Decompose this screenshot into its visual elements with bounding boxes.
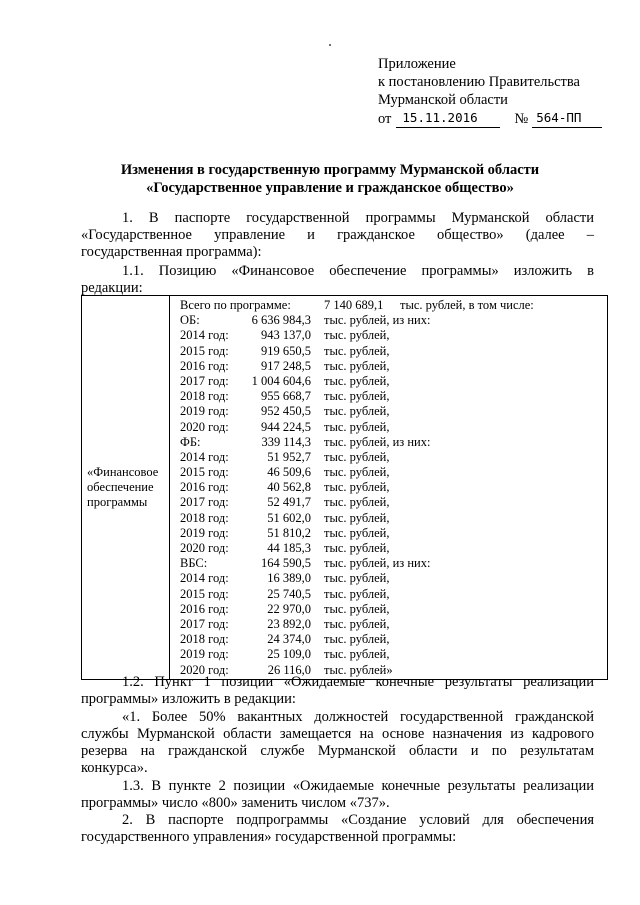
quote-paragraph xyxy=(81,709,594,777)
financing-row xyxy=(180,435,607,450)
row-unit: тыс. рублей, xyxy=(324,389,390,404)
financing-row xyxy=(180,541,607,556)
row-value: 44 185,3 xyxy=(267,541,311,555)
row-label: 2018 год: xyxy=(180,632,229,647)
row-unit: тыс. рублей, xyxy=(324,571,390,586)
row-label: 2018 год: xyxy=(180,510,229,525)
item-1 xyxy=(81,210,594,261)
number-prefix: № xyxy=(514,111,529,127)
row-value: 339 114,3 xyxy=(261,434,311,449)
row-unit: тыс. рублей, xyxy=(324,601,390,616)
quote-line-4: конкурса». xyxy=(81,760,148,776)
row-label: 2015 год: xyxy=(180,586,229,601)
row-value: 16 389,0 xyxy=(267,571,311,586)
financing-row xyxy=(180,450,607,465)
row-unit: тыс. рублей, xyxy=(324,525,390,540)
item-1-3-line-2: программы» число «800» заменить числом «737». xyxy=(81,795,390,811)
row-label: 2020 год: xyxy=(180,541,229,555)
row-unit: тыс. рублей, xyxy=(324,616,390,631)
row-value: 6 636 984,3 xyxy=(251,313,311,328)
row-value: 917 248,5 xyxy=(261,358,311,373)
row-unit: тыс. рублей, xyxy=(324,647,390,662)
financing-row xyxy=(180,556,607,571)
item-1-1-line-1: 1.1. Позицию «Финансовое обеспечение программы» изложить в xyxy=(122,263,594,279)
row-label: 2019 год: xyxy=(180,647,229,662)
row-label: 2014 год: xyxy=(180,328,229,343)
row-unit: тыс. рублей, xyxy=(324,343,390,358)
appendix-line-2: к постановлению Правительства xyxy=(378,74,580,90)
financing-row xyxy=(180,389,607,404)
row-value: 944 224,5 xyxy=(261,419,311,434)
row-unit: тыс. рублей, из них: xyxy=(324,313,431,328)
row-unit: тыс. рублей, xyxy=(324,480,390,495)
item-1-3-line-1: 1.3. В пункте 2 позиции «Ожидаемые конечные результаты реализации xyxy=(122,778,594,794)
financing-row xyxy=(180,420,607,435)
financing-row xyxy=(180,359,607,374)
appendix-line-1: Приложение xyxy=(378,56,456,72)
row-value: 23 892,0 xyxy=(267,616,311,631)
item-2-line-1: 2. В паспорте подпрограммы «Создание условий для обеспечения xyxy=(122,812,594,828)
financing-row xyxy=(180,404,607,419)
title-line-1: Изменения в государственную программу Мурманской области xyxy=(120,162,540,178)
row-label: 2014 год: xyxy=(180,571,229,586)
row-value: 919 650,5 xyxy=(261,343,311,358)
row-unit: тыс. рублей, xyxy=(324,404,390,419)
row-value: 51 810,2 xyxy=(267,525,311,540)
financing-row xyxy=(180,374,607,389)
document-title xyxy=(60,161,600,197)
row-label: 2019 год: xyxy=(180,404,229,419)
row-label: 2016 год: xyxy=(180,480,229,495)
row-unit: тыс. рублей, xyxy=(324,328,390,343)
scan-dot xyxy=(329,44,331,46)
row-label: 2020 год: xyxy=(180,419,229,434)
row-unit: тыс. рублей, xyxy=(324,465,390,480)
row-unit: тыс. рублей, xyxy=(324,373,390,388)
financing-row xyxy=(180,344,607,359)
quote-line-3: резерва на гражданской службе Мурманской области и по результатам xyxy=(81,743,594,759)
item-1-2-line-1: 1.2. Пункт 1 позиции «Ожидаемые конечные результаты реализации xyxy=(122,674,594,690)
row-label: 2015 год: xyxy=(180,343,229,358)
row-label: ВБС: xyxy=(180,556,208,571)
financing-content xyxy=(170,296,608,680)
row-unit: тыс. рублей, xyxy=(324,541,390,555)
row-label: 2015 год: xyxy=(180,465,229,480)
row-unit: тыс. рублей, xyxy=(324,586,390,601)
row-unit: тыс. рублей, из них: xyxy=(324,556,431,571)
total-unit: тыс. рублей, в том числе: xyxy=(400,298,534,312)
financing-row xyxy=(180,632,607,647)
row-unit: тыс. рублей, xyxy=(324,510,390,525)
financing-row xyxy=(180,602,607,617)
row-value: 952 450,5 xyxy=(261,404,311,419)
row-label: ОБ: xyxy=(180,313,200,328)
financing-row xyxy=(180,617,607,632)
row-unit: тыс. рублей, xyxy=(324,495,390,510)
financing-label: «Финансовое обеспечение программы xyxy=(82,296,170,680)
item-1-line-1: 1. В паспорте государственной программы Мурманской области xyxy=(122,210,594,226)
resolution-number: 564-ПП xyxy=(532,109,602,128)
row-unit: тыс. рублей, xyxy=(324,358,390,373)
row-value: 24 374,0 xyxy=(267,632,311,647)
quote-line-2: службы Мурманской области замещается на основе назначения из кадрового xyxy=(81,726,594,742)
financing-row xyxy=(180,571,607,586)
row-label: 2014 год: xyxy=(180,449,229,464)
item-1-2 xyxy=(81,674,594,708)
row-value: 25 109,0 xyxy=(267,647,311,662)
date-prefix: от xyxy=(378,111,392,127)
row-label: 2016 год: xyxy=(180,358,229,373)
financing-row xyxy=(180,328,607,343)
row-unit: тыс. рублей, xyxy=(324,419,390,434)
row-label: 2017 год: xyxy=(180,373,229,388)
financing-row xyxy=(180,511,607,526)
total-value: 7 140 689,1 xyxy=(324,298,384,312)
row-value: 51 952,7 xyxy=(267,449,311,464)
item-1-1-line-2: редакции: xyxy=(81,280,143,296)
item-1-2-line-2: программы» изложить в редакции: xyxy=(81,691,296,707)
row-value: 51 602,0 xyxy=(267,510,311,525)
row-label: 2016 год: xyxy=(180,601,229,616)
appendix-date-row xyxy=(378,109,602,128)
financing-row xyxy=(180,587,607,602)
financing-row xyxy=(180,526,607,541)
row-label: 2017 год: xyxy=(180,495,229,510)
row-value: 46 509,6 xyxy=(267,465,311,480)
financing-row xyxy=(180,313,607,328)
title-line-2: «Государственное управление и гражданское общество» xyxy=(146,180,514,196)
item-1-line-3: государственная программа): xyxy=(81,244,262,260)
row-value: 943 137,0 xyxy=(261,328,311,343)
financing-table xyxy=(81,295,608,680)
row-value: 22 970,0 xyxy=(267,601,311,616)
item-2-line-2: государственного управления» государственной программы: xyxy=(81,829,457,845)
appendix-header xyxy=(378,55,602,128)
row-label: 2020 год: xyxy=(180,662,229,677)
row-value: 52 491,7 xyxy=(267,495,311,510)
row-label: ФБ: xyxy=(180,434,201,449)
row-value: 25 740,5 xyxy=(267,586,311,601)
row-label: 2019 год: xyxy=(180,525,229,540)
row-label: 2018 год: xyxy=(180,389,229,404)
row-value: 955 668,7 xyxy=(261,389,311,404)
row-unit: тыс. рублей, из них: xyxy=(324,434,431,449)
financing-row xyxy=(180,465,607,480)
item-2 xyxy=(81,812,594,846)
resolution-date: 15.11.2016 xyxy=(396,109,500,128)
financing-total-row xyxy=(180,298,607,313)
row-value: 164 590,5 xyxy=(261,556,311,571)
row-unit: тыс. рублей, xyxy=(324,632,390,647)
item-1-3 xyxy=(81,778,594,812)
item-1-1 xyxy=(81,263,594,297)
row-unit: тыс. рублей» xyxy=(324,662,393,677)
item-1-line-2: «Государственное управление и гражданское общество» (далее – xyxy=(81,227,594,243)
appendix-line-3: Мурманской области xyxy=(378,92,508,108)
financing-row xyxy=(180,495,607,510)
total-label: Всего по программе: xyxy=(180,298,291,312)
row-label: 2017 год: xyxy=(180,616,229,631)
financing-row xyxy=(180,647,607,662)
row-value: 26 116,0 xyxy=(267,662,311,677)
row-unit: тыс. рублей, xyxy=(324,449,390,464)
row-value: 40 562,8 xyxy=(267,480,311,495)
financing-row xyxy=(180,480,607,495)
financing-rows xyxy=(180,313,607,678)
quote-line-1: «1. Более 50% вакантных должностей государственной гражданской xyxy=(122,709,594,725)
row-value: 1 004 604,6 xyxy=(251,373,311,388)
